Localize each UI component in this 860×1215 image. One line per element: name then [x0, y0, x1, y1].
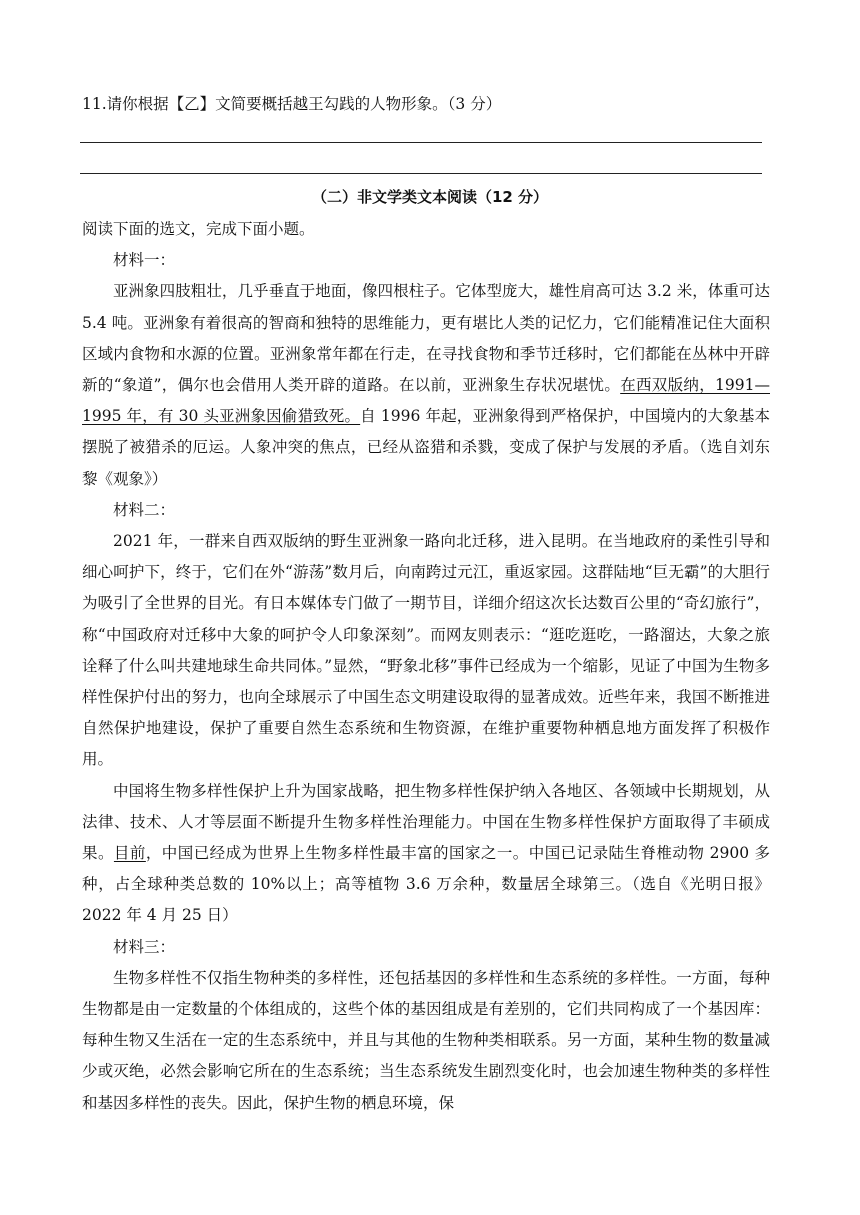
material-2-underlined-word: 目前	[113, 844, 146, 863]
material-3-paragraph: 生物多样性不仅指生物种类的多样性，还包括基因的多样性和生态系统的多样性。一方面，每种生物都是由一定数量的个体组成的，这些个体的基因组成是有差别的，它们共同构成了一个基因库：每种生物又生活在一定的生态系统中，并且与其他的生物种类相联系。另一方面，某种生物的数量减少或灭绝，必然会影响它所在的生态系统；当生态系统发生剧烈变化时，也会加速生物种类的多样性和基因多样性的丧失。因此，保护生物的栖息环境，保	[82, 968, 770, 1112]
material-3-label: 材料三：	[113, 937, 176, 956]
material-1-text-a: 亚洲象四肢粗壮，几乎垂直于地面，像四根柱子。它体型庞大，雄性肩高可达 3.2 米，体重可达 5.4 吨。亚洲象有着很高的智商和独特的思维能力，更有堪比人类的记忆力，它们能精准记住大面积区域内食物和水源的位置。亚洲象常年都在行走，在寻找食物和季节迁移时，它们都能在丛林中开辟新的“象道”，偶尔也会借用人类开辟的道路。在以前，亚洲象生存状况堪忧。	[82, 282, 770, 395]
material-1-label: 材料一：	[113, 251, 176, 270]
material-2-text-a: 中国将生物多样性保护上升为国家战略，把生物多样性保护纳入各地区、各领域中长期规划，从法律、技术、人才等层面不断提升生物多样性治理能力。中国在生物多样性保护方面取得了丰硕成果。	[82, 781, 770, 863]
material-2-paragraph-2	[82, 776, 770, 932]
material-2-paragraph-1: 2021 年，一群来自西双版纳的野生亚洲象一路向北迁移，进入昆明。在当地政府的柔性引导和细心呵护下，终于，它们在外“游荡”数月后，向南跨过元江，重返家园。这群陆地“巨无霸”的大胆行为吸引了全世界的目光。有日本媒体专门做了一期节目，详细介绍这次长达数百公里的“奇幻旅行”，称“中国政府对迁移中大象的呵护令人印象深刻”。而网友则表示：“逛吃逛吃，一路溜达，大象之旅诠释了什么叫共建地球生命共同体。”显然，“野象北移”事件已经成为一个缩影，见证了中国为生物多样性保护付出的努力，也向全球展示了中国生态文明建设取得的显著成效。近些年来，我国不断推进自然保护地建设，保护了重要自然生态系统和生物资源，在维护重要物种栖息地方面发挥了积极作用。	[82, 532, 770, 769]
material-1-text-b: 自 1996 年起，亚洲象得到严格保护，中国境内的大象基本摆脱了被猎杀的厄运。人象冲突的焦点，已经从盗猎和杀戮，变成了保护与发展的矛盾。（选自刘东黎《观象》）	[82, 407, 770, 488]
answer-line-1[interactable]	[80, 142, 762, 143]
question-11: 11.请你根据【乙】文简要概括越王勾践的人物形象。（3 分）	[82, 95, 502, 113]
reading-passage	[82, 214, 770, 1119]
section-title: （二）非文学类文本阅读（12 分）	[311, 188, 549, 206]
material-2-text-b: ，中国已经成为世界上生物多样性最丰富的国家之一。中国已记录陆生脊椎动物 2900 多种，占全球种类总数的 10%以上；高等植物 3.6 万余种，数量居全球第三。（选自《光明日报》2022 年 4 月 25 日）	[82, 844, 770, 925]
material-2-label: 材料二：	[113, 500, 176, 519]
answer-line-2[interactable]	[80, 173, 762, 174]
material-1-underlined-sentence: 在西双版纳，1991—1995 年，有 30 头亚洲象因偷猎致死。	[82, 376, 770, 426]
material-1-paragraph	[82, 276, 770, 494]
instruction: 阅读下面的选文，完成下面小题。	[82, 220, 315, 238]
